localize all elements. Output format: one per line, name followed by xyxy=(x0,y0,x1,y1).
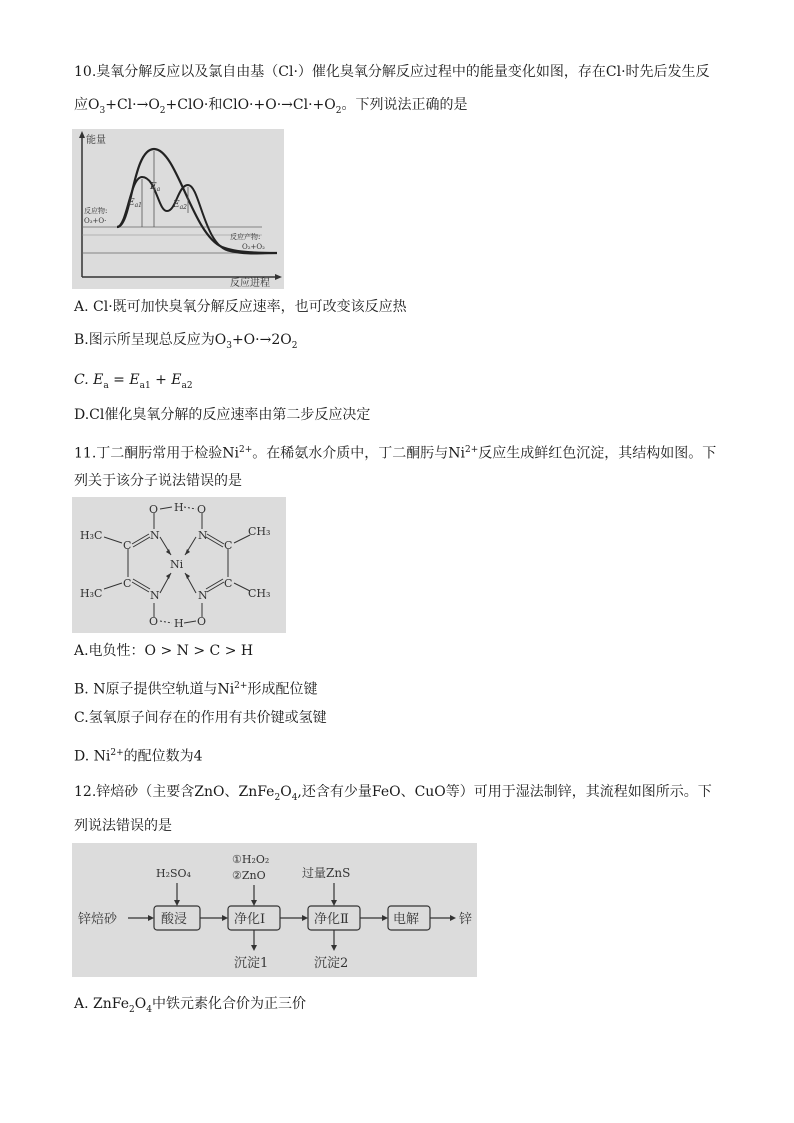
atom-c: C xyxy=(224,577,233,590)
q11-option-d: D. $Ni^{2+}$的配位数为4 xyxy=(74,748,203,765)
methyl-group: CH₃ xyxy=(248,587,271,600)
atom-c: C xyxy=(123,577,132,590)
reactant-label: 反应物: xyxy=(84,207,108,215)
x-axis-label: 反应进程 xyxy=(230,278,270,289)
atom-o: O xyxy=(197,503,207,516)
atom-c: C xyxy=(224,539,233,552)
q10-option-b: B.图示所呈现总反应为$O_3+O\cdot\to 2O_2$ xyxy=(74,332,298,351)
q10-option-c: C. $E_a = E_{a1} + E_{a2}$ xyxy=(74,372,193,391)
dimethylglyoxime-structure xyxy=(72,497,286,633)
zinc-process-flowchart xyxy=(72,843,477,977)
q10-stem-line2: 应$O_3+Cl\cdot\to O_2+ClO\cdot$和$ClO\cdot+O\cdot\to Cl\cdot+O_2$。下列说法正确的是 xyxy=(74,97,468,116)
q11-stem-line2: 列关于该分子说法错误的是 xyxy=(74,473,242,489)
atom-n: N xyxy=(198,589,208,602)
energy-diagram xyxy=(72,129,284,289)
reagent-zno: ②ZnO xyxy=(232,869,266,882)
q10-stem-line1: 10.臭氧分解反应以及氯自由基（Cl·）催化臭氧分解反应过程中的能量变化如图，存在Cl·时先后发生反 xyxy=(74,64,710,80)
flow-end: 锌 xyxy=(459,912,473,927)
q11-option-a: A.电负性：O > N > C > H xyxy=(74,643,254,659)
ea1-label: $E_{a1}$ xyxy=(128,198,142,209)
atom-ni: Ni xyxy=(170,558,184,571)
step-electrolysis: 电解 xyxy=(393,912,420,927)
reactant-formula: O₃+O· xyxy=(84,217,107,225)
atom-o: O xyxy=(149,615,159,628)
step-purify-2: 净化Ⅱ xyxy=(314,912,349,927)
step-purify-1: 净化Ⅰ xyxy=(234,912,266,927)
q12-option-a: A. $ZnFe_2O_4$中铁元素化合价为正三价 xyxy=(74,996,306,1015)
y-axis-label: 能量 xyxy=(86,135,106,146)
reagent-h2so4: H₂SO₄ xyxy=(156,867,191,880)
ea-label: $E_a$ xyxy=(150,182,161,193)
atom-c: C xyxy=(123,539,132,552)
step-acid-leach: 酸浸 xyxy=(161,912,188,927)
q10-option-a: A. Cl·既可加快臭氧分解反应速率，也可改变该反应热 xyxy=(74,299,407,315)
reagent-h2o2: ①H₂O₂ xyxy=(232,853,270,866)
q11-stem-line1: 11.丁二酮肟常用于检验$Ni^{2+}$。在稀氨水介质中，丁二酮肟与$Ni^{2+}$反应生成鲜红色沉淀，其结构如图。下 xyxy=(74,445,717,462)
ea2-label: $E_{a2}$ xyxy=(173,200,187,211)
atom-h: H xyxy=(174,501,184,514)
q11-option-b: B. N原子提供空轨道与$Ni^{2+}$形成配位键 xyxy=(74,681,318,698)
methyl-group: CH₃ xyxy=(248,525,271,538)
q12-stem-line2: 列说法错误的是 xyxy=(74,818,172,834)
precipitate-1: 沉淀1 xyxy=(234,956,269,971)
product-label: 反应产物: xyxy=(230,233,261,241)
atom-o: O xyxy=(197,615,207,628)
atom-n: N xyxy=(198,529,208,542)
q12-stem-line1: 12.锌焙砂（主要含ZnO、$ZnFe_2O_4$,还含有少量FeO、CuO等）可用于湿法制锌，其流程如图所示。下 xyxy=(74,784,712,803)
flow-start: 锌焙砂 xyxy=(78,912,118,927)
atom-h: H xyxy=(174,617,184,630)
atom-n: N xyxy=(150,589,160,602)
atom-n: N xyxy=(150,529,160,542)
product-formula: O₂+O₂ xyxy=(242,243,265,251)
q10-option-d: D.Cl催化臭氧分解的反应速率由第二步反应决定 xyxy=(74,407,371,423)
q11-option-c: C.氢氧原子间存在的作用有共价键或氢键 xyxy=(74,710,327,726)
methyl-group: H₃C xyxy=(80,587,103,600)
reagent-zns: 过量ZnS xyxy=(302,866,351,880)
methyl-group: H₃C xyxy=(80,529,103,542)
atom-o: O xyxy=(149,503,159,516)
precipitate-2: 沉淀2 xyxy=(314,956,349,971)
